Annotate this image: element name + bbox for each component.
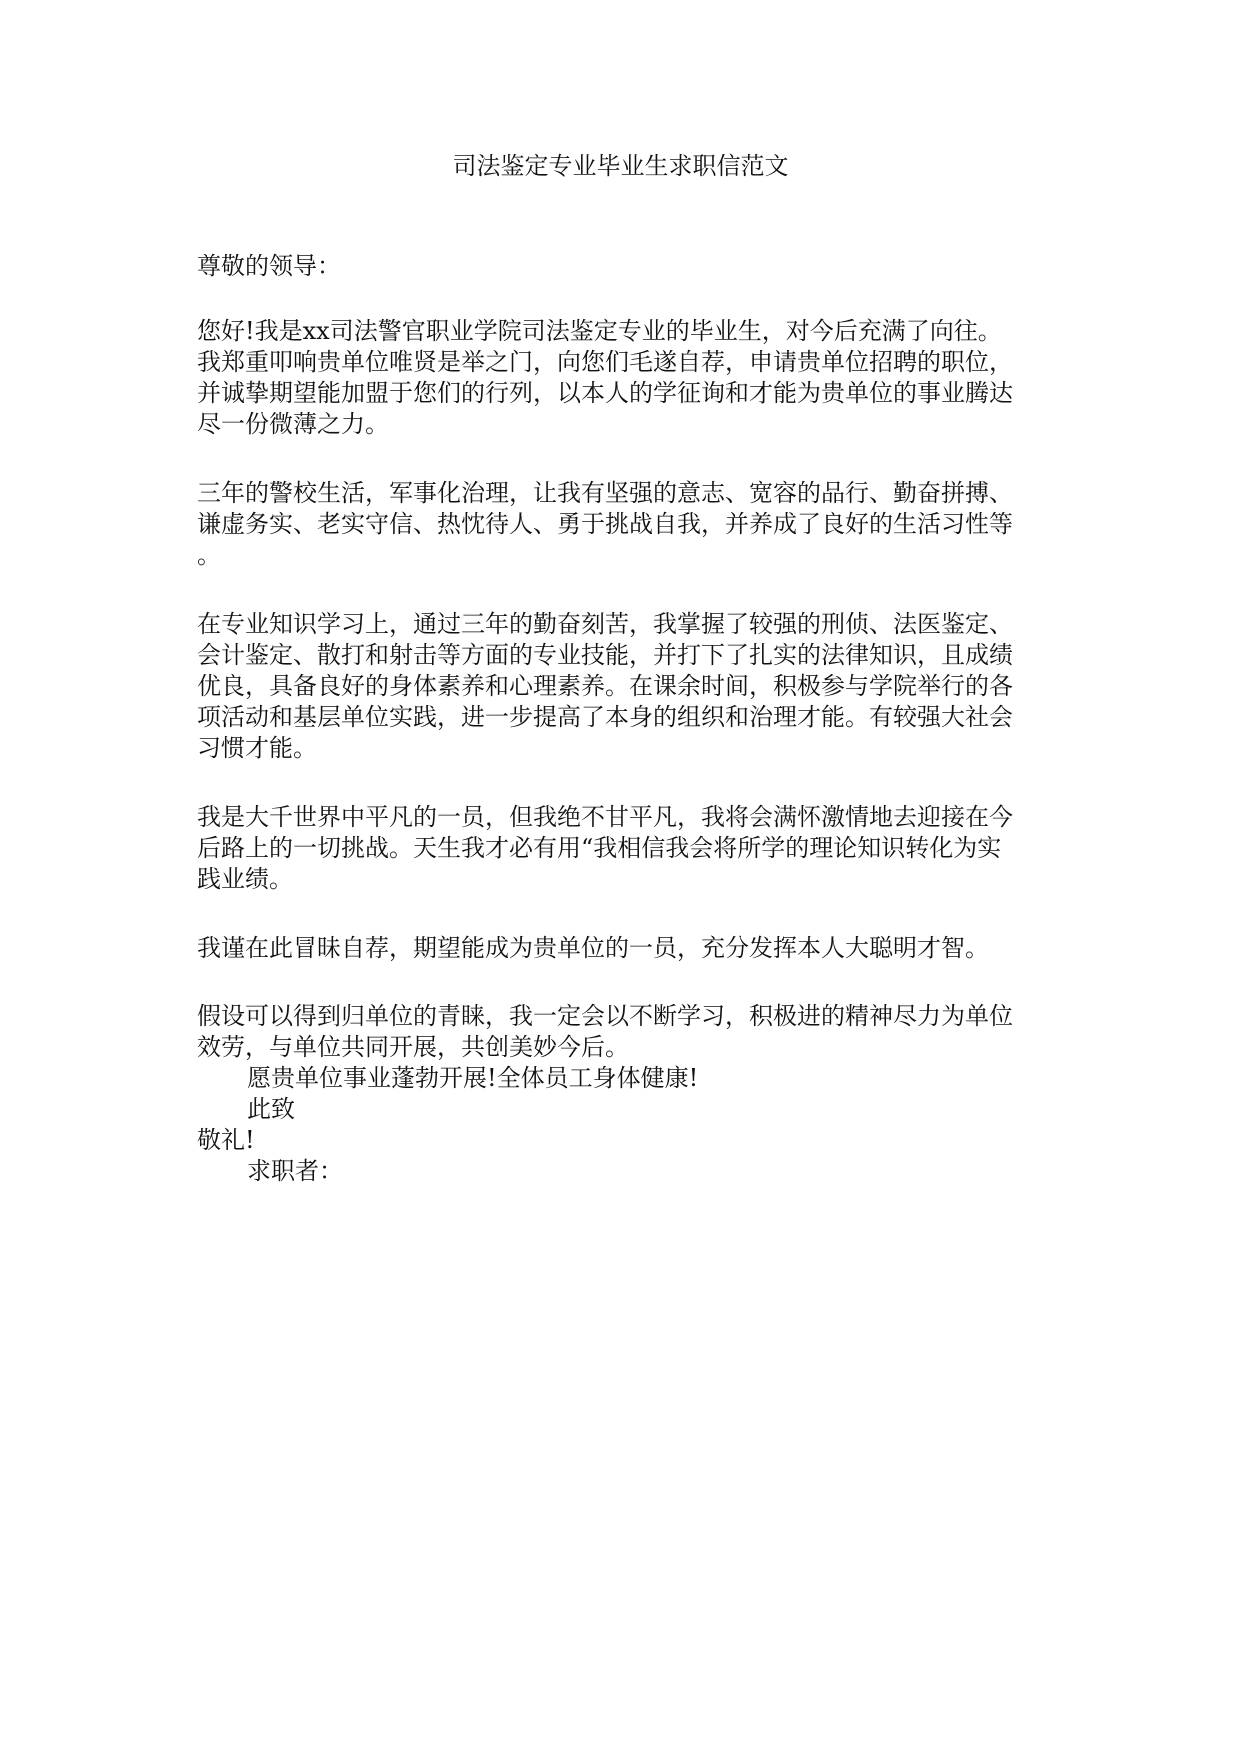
paragraph-3-line-5: 习惯才能。: [197, 734, 317, 762]
paragraph-5-line-1: 我谨在此冒昧自荐，期望能成为贵单位的一员，充分发挥本人大聪明才智。: [197, 934, 989, 962]
paragraph-1-line-3: 并诚挚期望能加盟于您们的行列，以本人的学征询和才能为贵单位的事业腾达: [197, 379, 1013, 407]
paragraph-4-line-2: 后路上的一切挑战。天生我才必有用“我相信我会将所学的理论知识转化为实: [197, 834, 1002, 862]
closing-cizhi: 此致: [247, 1095, 295, 1123]
paragraph-2-line-2: 谦虚务实、老实守信、热忱待人、勇于挑战自我，并养成了良好的生活习性等: [197, 510, 1013, 538]
paragraph-1-line-1: 您好!我是xx司法警官职业学院司法鉴定专业的毕业生，对今后充满了向往。: [197, 317, 1002, 345]
applicant-label: 求职者：: [247, 1157, 343, 1185]
closing-wish: 愿贵单位事业蓬勃开展!全体员工身体健康!: [247, 1064, 699, 1092]
paragraph-2-line-3: 。: [197, 541, 221, 569]
paragraph-3-line-3: 优良，具备良好的身体素养和心理素养。在课余时间，积极参与学院举行的各: [197, 672, 1013, 700]
paragraph-6-line-1: 假设可以得到归单位的青睐，我一定会以不断学习，积极进的精神尽力为单位: [197, 1002, 1013, 1030]
paragraph-6-line-2: 效劳，与单位共同开展，共创美妙今后。: [197, 1033, 629, 1061]
paragraph-3-line-1: 在专业知识学习上，通过三年的勤奋刻苦，我掌握了较强的刑侦、法医鉴定、: [197, 610, 1013, 638]
paragraph-3-line-2: 会计鉴定、散打和射击等方面的专业技能，并打下了扎实的法律知识，且成绩: [197, 641, 1013, 669]
paragraph-1-line-4: 尽一份微薄之力。: [197, 410, 389, 438]
closing-jingli: 敬礼!: [197, 1126, 255, 1154]
paragraph-4-line-1: 我是大千世界中平凡的一员，但我绝不甘平凡，我将会满怀激情地去迎接在今: [197, 803, 1013, 831]
paragraph-1-line-2: 我郑重叩响贵单位唯贤是举之门，向您们毛遂自荐，申请贵单位招聘的职位，: [197, 348, 1013, 376]
salutation: 尊敬的领导：: [197, 252, 341, 280]
paragraph-4-line-3: 践业绩。: [197, 865, 293, 893]
document-title: 司法鉴定专业毕业生求职信范文: [452, 152, 789, 180]
paragraph-2-line-1: 三年的警校生活，军事化治理，让我有坚强的意志、宽容的品行、勤奋拼搏、: [197, 479, 1013, 507]
paragraph-3-line-4: 项活动和基层单位实践，进一步提高了本身的组织和治理才能。有较强大社会: [197, 703, 1013, 731]
